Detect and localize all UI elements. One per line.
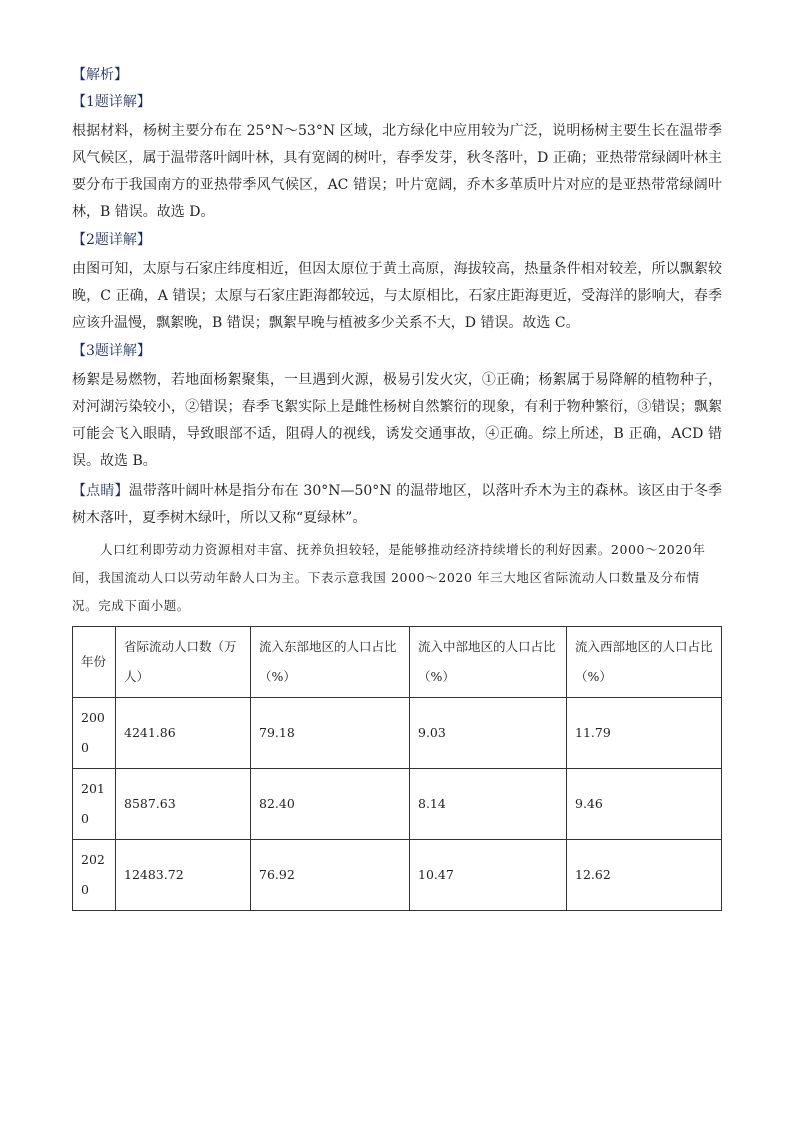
header-west: 流入西部地区的人口占比（%）	[567, 627, 722, 698]
table-row	[73, 698, 722, 769]
q3-heading: 【3题详解】	[72, 343, 151, 359]
analysis-heading: 【解析】	[72, 67, 128, 83]
header-east: 流入东部地区的人口占比（%）	[251, 627, 410, 698]
table-row	[73, 840, 722, 911]
table-row	[73, 769, 722, 840]
q2-text: 由图可知，太原与石家庄纬度相近，但因太原位于黄土高原，海拔较高，热量条件相对较差，所以飘絮较晚，C 正确，A 错误；太原与石家庄距海都较远，与太原相比，石家庄距海更近，受海洋的影响大，春季应该升温慢，飘絮晚，B 错误；飘絮早晚与植被多少关系不大，D 错误。故选 C。	[72, 261, 722, 331]
cell-east: 79.18	[251, 698, 410, 769]
cell-west: 11.79	[567, 698, 722, 769]
cell-central: 8.14	[410, 769, 567, 840]
question-intro: 人口红利即劳动力资源相对丰富、抚养负担较轻，是能够推动经济持续增长的利好因素。2000～2020年间，我国流动人口以劳动年龄人口为主。下表示意我国 2000～2020 年三大地区省际流动人口数量及分布情况。完成下面小题。	[72, 542, 706, 613]
q2-heading: 【2题详解】	[72, 232, 151, 248]
cell-west: 9.46	[567, 769, 722, 840]
cell-total: 12483.72	[116, 840, 251, 911]
cell-central: 10.47	[410, 840, 567, 911]
cell-west: 12.62	[567, 840, 722, 911]
q1-heading: 【1题详解】	[72, 94, 151, 110]
header-year: 年份	[73, 627, 116, 698]
cell-total: 8587.63	[116, 769, 251, 840]
table-header-row	[73, 627, 722, 698]
q1-text: 根据材料，杨树主要分布在 25°N～53°N 区域，北方绿化中应用较为广泛，说明杨树主要生长在温带季风气候区，属于温带落叶阔叶林，具有宽阔的树叶，春季发芽，秋冬落叶，D 正确；亚热带常绿阔叶林主要分布于我国南方的亚热带季风气候区，AC 错误；叶片宽阔，乔木多革质叶片对应的是亚热带常绿阔叶林，B 错误。故选 D。	[72, 123, 722, 220]
tip-text: 温带落叶阔叶林是指分布在 30°N—50°N 的温带地区，以落叶乔木为主的森林。该区由于冬季树木落叶，夏季树木绿叶，所以又称“夏绿林”。	[72, 483, 723, 526]
cell-year: 2020	[73, 840, 116, 911]
cell-year: 2000	[73, 698, 116, 769]
header-central: 流入中部地区的人口占比（%）	[410, 627, 567, 698]
cell-east: 76.92	[251, 840, 410, 911]
tip-paragraph	[72, 478, 722, 532]
migration-table	[72, 626, 722, 911]
header-total: 省际流动人口数（万人）	[116, 627, 251, 698]
cell-east: 82.40	[251, 769, 410, 840]
cell-year: 2010	[73, 769, 116, 840]
cell-central: 9.03	[410, 698, 567, 769]
tip-heading: 【点睛】	[72, 483, 129, 499]
q3-text: 杨絮是易燃物，若地面杨絮聚集，一旦遇到火源，极易引发火灾，①正确；杨絮属于易降解的植物种子，对河湖污染较小，②错误；春季飞絮实际上是雌性杨树自然繁衍的现象，有利于物种繁衍，③错误；飘絮可能会飞入眼睛，导致眼部不适，阻碍人的视线，诱发交通事故，④正确。综上所述，B 正确，ACD 错误。故选 B。	[72, 372, 722, 469]
document-page	[72, 64, 722, 911]
cell-total: 4241.86	[116, 698, 251, 769]
